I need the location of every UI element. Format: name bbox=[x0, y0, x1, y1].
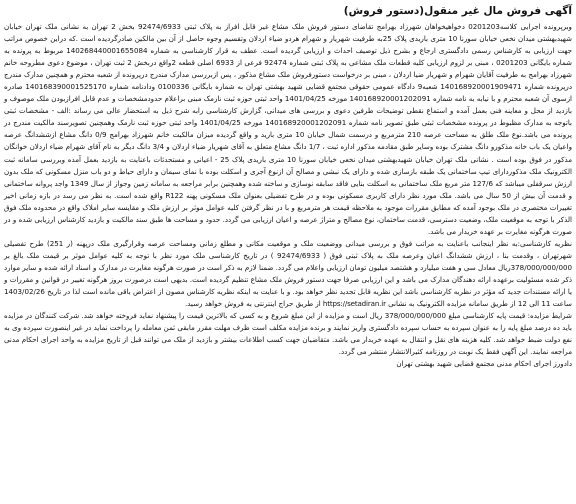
notice-signature: دادورز اجرای احکام مدنی مجتمع قضایی شهید بهشتی تهران bbox=[396, 359, 572, 369]
notice-paragraph: وبرپرونده اجرایی کلاسه0201203 دخواهیخواهان شهرزاد بهرامج تقاضای دستور فروش ملک مشاع غیر قابل افراز به پلاک ثبتی 92474/6933 بخش 2 تهران به نشانی ملک تهران خیابان شهیدبهشتی میدان نخعی خیابان سورنا 10 متری باریدی پلاک 25به طرفیت شهریار و شهرام هردو ضیاء اردلان وتقسیم وجوه حاصل از آن بین مالکین صادرگردیده است .که دراین خصوص مراتب جهت ارزیابی به کارشناس رسمی دادگستری ارجاع و بشرح ذیل توصیف احداث و ارزیابی گردیده است. عطف به قرار کارشناسی به شماره 140268440001655084 مربوط به پرونده به شماره بایگانی 0201203 ، مبنی بر لزوم ارزیابی کلیه قطعات ملک مشاعی به پلاک ثبتی شماره 92474 فرعی از 6933 اصلی قطعه 2واقع دربخش 2 ثبت تهران ، موضوع دعوی مطروحه خانم شهرزاد بهرامج به طرفیت آقایان شهرام و شهریار ضیا اردلان ، مبنی بر درخواست دستورفروش ملک مشاع مذکور ، پس ازبررسی مدارک مندرج درپرونده از شعبه محترم و همچنین مدارک مندرج درپرونده شماره 140168920001909471 شعبه9 دادگاه عمومی حقوقی مجتمع قضایی شهید بهشتی تهران به شماره بایگانی 0100336 ودادنامه شماره 140168390001525170 صادره ازسوی آن شعبه محترم و با نیابه به نامه شماره 140168920001202091 مورخه 1401/04/25 واحد ثبتی حوزه ثبت نارمک مبنی براعلام حدودمشخصات و عدم قابل افرازبودن ملک موصوف و بازدید از محل و معاینه فنی بعمل آمده و استماع نقطی توضیحات طرفین دعوی و بررسی های میدانی، گزارش کارشناسی رابه شرح ذیل به استحضار عالی می رساند :الف - مشخصات ثبتی باتوجه به مدارک مظبوط در پرونده مشخصات ثبتی طبق تصویر نامه شماره 140168920001202091 مورخه 1401/04/25 واحد ثبتی حوزه ثبت نارمک وهمچنین تصویرسند مالکیت مندرج در پرونده می باشد.نوع ملک طلق به مساحت عرصه 210 مترمربع و درسمت شمال خیابان 10 متری بارید و واقع گردیده میزان مالکیت خانم شهرزاد بهرامج 0/9 دانگ مشاع ازششدانگ عرصه واعیان یک باب خانه مذکورو دانگ مشترک بوده وسایر طبق مقادمه مذکور اداره ثبت ، 1/7 دانگ مشاع متعلق به آقای شهریار ضیاء اردلان و 3/4 دانگ دیگر به نام آقای شهرام ضیاء اردلان خوانگان مذکور در فوق بوده است . نشانی ملک تهران خیابان شهیدبهشتی میدان نخعی خیابان سورنا 10 متری باریدی پلاک 25 - اعیانی و مستحدثات باعنایت به بازدید بعمل آمده وبررسی سامانه ثبت الکترونیک ملک مذکوردارای تیپ ساختمانی یک طبقه بازسازی شده و دارای یک نبشی و مصالح آن ازنوع آجری و اسکلت بوده با نمای سیمان و دارای حیاط و دو باب منزل مسکونی که ملک بدون ارزش سرقفلی میباشد که 127/6 متر مربع ملک ساختمانی به اسکلت بنایی فاقد سابقه نوسازی و ساخته شده وهمچنین برابر مراجعه به سامانه زمین وجواز از سال 1349 واجد پروانه ساختمانی و قدمت آن بیش از 50 سال می باشد. ملک مورد نظر دارای کاربری مسکونی بوده و در طرح تفضیلی بعنوان ملک مسکونی پهنه R122 واقع شده است. به نظر می رسد در بازه زمانی اخیر تغییرات مختصری در ملک بوجود آمده که مطابق مقررات موجود به ملاحظه قیمت هر مترمربع و با در نظر گرفتن کلیه عوامل موثر بر ارزش ملک و مقایسه سایر املاک واقع در محدوده ملک فوق الذکر با توجه به موقعیت ملک، وضعیت دسترسی، قدمت ساختمان، نوع مصالح و متراژ عرصه و اعیان ارزیابی می گردد. حدود و مساحت ها طبق سند مالکیت و بازدید کارشناس ارزیابی شده و در صورت هرگونه مغایرت بر عهده خریدار می باشد. bbox=[4, 22, 573, 236]
notice-paragraph: شرایط مزایده: قیمت پایه کارشناسی مبلغ 378/000/000/000 ریال است و مزایده از این مبلغ شروع و به کسی که بالاترین قیمت را پیشنهاد نماید فروخته خواهد شد. شرکت کنندگان در مزایده باید ده درصد مبلغ پایه را به عنوان سپرده به حساب سپرده دادگستری واریز نمایند و برنده مزایده مکلف است ظرف مهلت مقرر مابقی ثمن معامله را پرداخت نماید در غیر اینصورت سپرده وی به نفع دولت ضبط خواهد شد. کلیه هزینه های نقل و انتقال به عهده خریدار می باشد. متقاضیان جهت کسب اطلاعات بیشتر و بازدید از ملک می توانند قبل از تاریخ مزایده به واحد اجرای احکام مدنی مراجعه نمایند. این آگهی فقط یک نوبت در روزنامه کثیرالانتشار منتشر می گردد. bbox=[4, 311, 573, 357]
notice-paragraph: نظریه کارشناسی:به نظر اینجانب باعنایت به مراتب فوق و بررسی میدانی ووضعیت ملک و موقعیت مکانی و مطلع زمانی ومساحت عرصه وقرارگیری ملک درپهنه (ر 251) طرح تفصیلی شهرتهران ، وقدمت بنا ، ارزش ششدانگ اعیان وعرصه ملک به پلاک ثبتی فوق ( 92474/6933 ) در تاریخ کارشناسی ملک مورد نظر با توجه به کلیه عوامل موثر بر قیمت ملک بالغ بر 378/000/000/000ریال معادل سی و هفت میلیارد و هشتصد میلیون تومان ارزیابی واعلام می گردد. ضمنا لازم به ذکر است در صورت هرگونه مغایرت در مدارک و اسناد ارائه شده و سایر موارد ذکر شده مسئولیت برعهده ارائه دهندگان مدارک می باشد و این ارزیابی صرفا جهت دستور فروش ملک مشاع تنظیم گردیده است. بدیهی است درصورت بروز هرگونه تغییر در قوانین و مقررات و یا ارائه مستندات جدید که مؤثر در نظریه کارشناسی باشد این نظریه قابل تجدید نظر خواهد بود. و با عنایت به اینکه نظریه کارشناس مصون از اعتراض باقی مانده است لذا در تاریخ 1403/02/26 ساعت 11 الی 12 از طریق سامانه مزایده الکترونیک به نشانی https://setadiran.ir از طریق حراج اینترنتی به فروش خواهد رسید. bbox=[4, 238, 572, 309]
notice-title: آگهی فروش مال غیر منقول(دستور فروش) bbox=[343, 5, 572, 17]
notice-body bbox=[4, 21, 572, 370]
